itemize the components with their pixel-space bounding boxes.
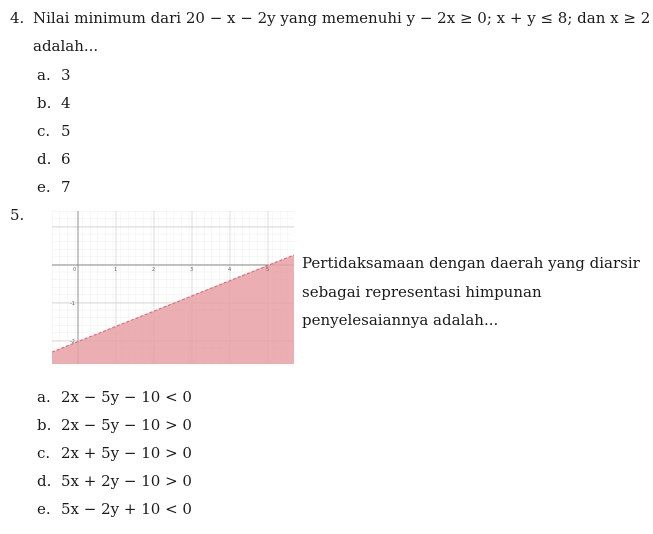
x-tick-label: 0 (73, 267, 77, 273)
option-text: 6 (61, 150, 71, 168)
question-5-desc-line1: Pertidaksamaan dengan daerah yang diarsir (302, 254, 640, 272)
question-4-number: 4. (10, 9, 25, 27)
option-text: 2x − 5y − 10 > 0 (61, 416, 192, 434)
q4-option-d (37, 150, 71, 168)
option-letter: e. (37, 500, 51, 518)
option-text: 2x + 5y − 10 > 0 (61, 444, 192, 462)
option-letter: a. (37, 66, 51, 84)
question-5-desc-line2: sebagai representasi himpunan (302, 283, 542, 301)
option-text: 5 (61, 122, 71, 140)
option-letter: c. (37, 444, 51, 462)
q5-option-a (37, 388, 192, 406)
x-tick-label: 1 (114, 267, 118, 273)
y-tick-label: -2 (70, 339, 75, 345)
q4-option-c (37, 122, 71, 140)
option-text: 7 (61, 178, 71, 196)
question-5-desc-line3: penyelesaiannya adalah... (302, 311, 499, 329)
q5-option-d (37, 472, 192, 490)
x-tick-label: 2 (152, 267, 156, 273)
q5-option-c (37, 444, 192, 462)
y-tick-label: -1 (70, 301, 75, 307)
x-tick-label: 4 (228, 267, 232, 273)
option-letter: e. (37, 178, 51, 196)
option-text: 3 (61, 66, 71, 84)
option-letter: b. (37, 94, 52, 112)
option-letter: c. (37, 122, 51, 140)
question-5-number: 5. (10, 206, 25, 224)
option-letter: d. (37, 150, 52, 168)
q4-option-b (37, 94, 71, 112)
q4-option-e (37, 178, 71, 196)
q5-option-b (37, 416, 192, 434)
option-text: 5x − 2y + 10 < 0 (61, 500, 192, 518)
option-text: 2x − 5y − 10 < 0 (61, 388, 192, 406)
option-text: 5x + 2y − 10 > 0 (61, 472, 192, 490)
inequality-graph (52, 211, 294, 364)
q5-option-e (37, 500, 192, 518)
q4-option-a (37, 66, 71, 84)
question-4-stem-cont: adalah... (33, 37, 99, 55)
option-text: 4 (61, 94, 71, 112)
x-tick-label: 3 (190, 267, 194, 273)
option-letter: b. (37, 416, 52, 434)
question-4-stem: Nilai minimum dari 20 − x − 2y yang memenuhi y − 2x ≥ 0; x + y ≤ 8; dan x ≥ 2 (33, 9, 651, 27)
option-letter: a. (37, 388, 51, 406)
option-letter: d. (37, 472, 52, 490)
x-tick-label: 5 (266, 267, 270, 273)
